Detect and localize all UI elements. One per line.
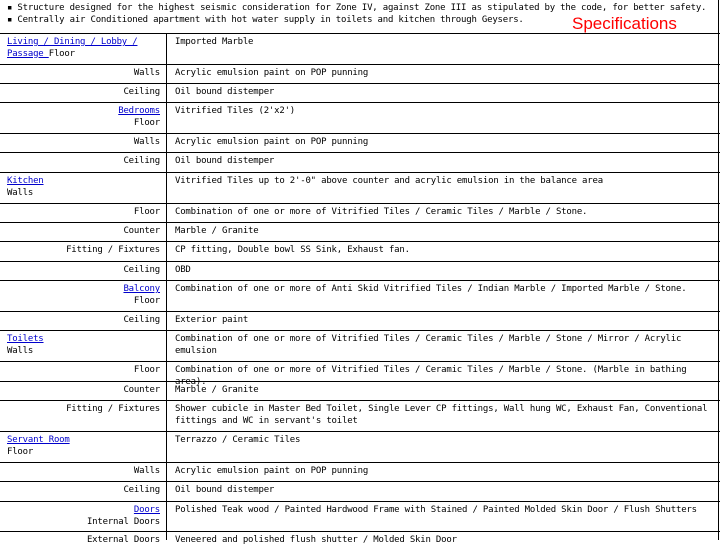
table-row — [0, 311, 720, 331]
table-row — [0, 33, 720, 65]
row-label: Fitting / Fixtures — [66, 245, 160, 255]
row-value: OBD — [175, 265, 191, 275]
row-value: Oil bound distemper — [175, 485, 275, 495]
table-row — [0, 431, 720, 463]
row-label: Walls — [133, 68, 160, 78]
row-label: Walls — [133, 137, 160, 147]
row-value: Marble / Granite — [175, 385, 259, 395]
row-value: Veneered and polished flush shutter / Molded Skin Door — [175, 535, 457, 545]
row-value: Combination of one or more of Vitrified Tiles / Ceramic Tiles / Marble / Stone / Mirror / Acrylic emulsion — [175, 334, 682, 356]
row-label: Doors Internal Doors — [86, 505, 160, 527]
row-label: Floor — [133, 207, 160, 217]
section-link-balcony[interactable]: Balcony — [123, 284, 160, 294]
row-value: Terrazzo / Ceramic Tiles — [175, 435, 301, 445]
row-value: Acrylic emulsion paint on POP punning — [175, 466, 369, 476]
row-value: Oil bound distemper — [175, 87, 275, 97]
table-row — [0, 280, 720, 312]
table-row — [0, 501, 720, 532]
table-row — [0, 83, 720, 103]
row-value: Combination of one or more of Vitrified Tiles / Ceramic Tiles / Marble / Stone. (Marble in bathing area). — [175, 365, 687, 387]
page-title: Specifications — [572, 14, 677, 33]
row-label: Counter — [123, 385, 160, 395]
table-row — [0, 400, 720, 432]
table-row — [0, 481, 720, 502]
section-link-living[interactable]: Living / Dining / Lobby / Passage — [7, 37, 138, 59]
bullet-seismic: ▪ Structure designed for the highest seismic consideration for Zone IV, against Zone III as stipulated by the code, for better safety. — [7, 3, 707, 13]
row-value: Imported Marble — [175, 37, 254, 47]
table-row — [0, 222, 720, 242]
row-value: Shower cubicle in Master Bed Toilet, Single Lever CP fittings, Wall hung WC, Exhaust Fan, Conventional fittings and WC in servant's toilet — [175, 404, 708, 426]
row-value: Vitrified Tiles up to 2'-0" above counter and acrylic emulsion in the balance area — [175, 176, 603, 186]
row-label: Walls — [133, 466, 160, 476]
row-value: Exterior paint — [175, 315, 249, 325]
table-row — [0, 133, 720, 153]
row-value: Combination of one or more of Vitrified Tiles / Ceramic Tiles / Marble / Stone. — [175, 207, 588, 217]
section-link-toilets[interactable]: Toilets — [7, 334, 44, 344]
row-value: Acrylic emulsion paint on POP punning — [175, 137, 369, 147]
row-label: External Doors — [86, 535, 160, 545]
row-label: Fitting / Fixtures — [66, 404, 160, 414]
row-label: Toilets Walls — [7, 334, 44, 356]
row-label: Balcony Floor — [123, 284, 160, 306]
row-label: Ceiling — [123, 87, 160, 97]
row-value: Polished Teak wood / Painted Hardwood Frame with Stained / Painted Molded Skin Door / Flush Shutters — [175, 505, 697, 515]
row-label: Kitchen Walls — [7, 176, 44, 198]
section-link-doors[interactable]: Doors — [133, 505, 160, 515]
row-label: Ceiling — [123, 156, 160, 166]
row-label: Ceiling — [123, 485, 160, 495]
section-link-servant-room[interactable]: Servant Room — [7, 435, 70, 445]
section-link-kitchen[interactable]: Kitchen — [7, 176, 44, 186]
row-label: Ceiling — [123, 265, 160, 275]
row-label: Bedrooms Floor — [118, 106, 160, 128]
table-row — [0, 462, 720, 482]
bullet-air-conditioning: ▪ Centrally air Conditioned apartment with hot water supply in toilets and kitchen through Geysers. — [7, 15, 524, 25]
table-row — [0, 64, 720, 84]
row-label: Servant Room Floor — [7, 435, 70, 457]
row-value: Combination of one or more of Anti Skid Vitrified Tiles / Indian Marble / Imported Marble / Stone. — [175, 284, 687, 294]
row-value: Marble / Granite — [175, 226, 259, 236]
table-row — [0, 152, 720, 173]
row-label: Counter — [123, 226, 160, 236]
table-row — [0, 261, 720, 281]
row-label: Floor — [133, 365, 160, 375]
section-link-bedrooms[interactable]: Bedrooms — [118, 106, 160, 116]
row-label: Living / Dining / Lobby / Passage Floor — [7, 37, 138, 59]
table-row — [0, 241, 720, 262]
row-value: Vitrified Tiles (2'x2') — [175, 106, 296, 116]
row-label: Ceiling — [123, 315, 160, 325]
table-row — [0, 172, 720, 204]
table-row — [0, 102, 720, 134]
table-row — [0, 203, 720, 223]
table-row — [0, 381, 720, 401]
table-row — [0, 330, 720, 362]
table-row — [0, 361, 720, 387]
row-value: CP fitting, Double bowl SS Sink, Exhaust fan. — [175, 245, 410, 255]
row-value: Oil bound distemper — [175, 156, 275, 166]
row-value: Acrylic emulsion paint on POP punning — [175, 68, 369, 78]
